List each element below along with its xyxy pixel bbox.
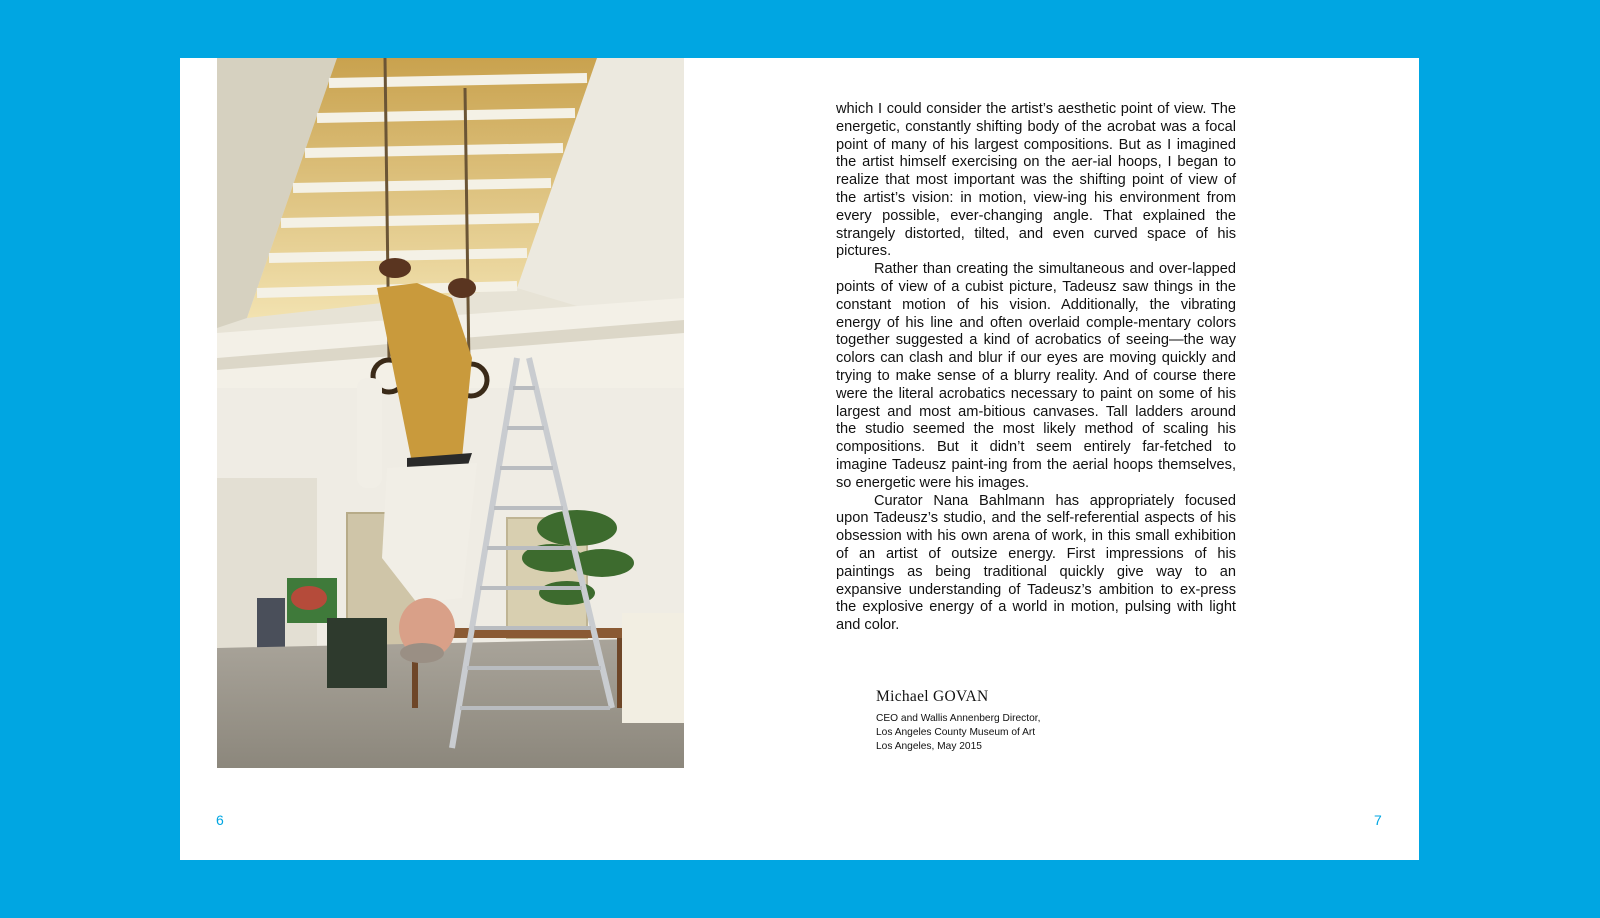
essay-paragraph-3: Curator Nana Bahlmann has appropriately focused upon Tadeusz’s studio, and the self-referential aspects of his obsession with his own arena of work, in this small exhibition of an artist of outsize energy. First impressions of his paintings as being traditional quickly give way to an expansive understanding of Tadeusz’s ambition to ex-press the explosive energy of a world in motion, pulsing with light and color.: [836, 492, 1236, 634]
author-title-2: Los Angeles County Museum of Art: [876, 727, 1036, 738]
page-number-right: 7: [1374, 812, 1382, 828]
essay-paragraph-2: Rather than creating the simultaneous and over-lapped points of view of a cubist picture, Tadeusz saw things in the constant motion of his vision. Additionally, the vibrating energy of his line and often overlaid comple-mentary colors together suggested a kind of acrobatics of seeing—the way colors can clash and blur if our eyes are moving quickly and trying to make sense of a blurry reality. And of course there were the literal acrobatics necessary to paint on some of his largest and most am-bitious canvases. Tall ladders around the studio seemed the most likely method of scaling his compositions. But it didn’t seem entirely far-fetched to imagine Tadeusz paint-ing from the aerial hoops themselves, so energetic were his images.: [836, 261, 1236, 491]
essay-paragraph-1: which I could consider the artist’s aesthetic point of view. The energetic, constantly shifting body of the acrobat was a focal point of many of his largest compositions. But as I imagined the artist himself exercising on the aer-ial hoops, I began to realize that most important was the shifting point of view of the artist’s vision: in motion, view-ing his environment from every possible, ever-changing angle. That explained the strangely distorted, tilted, and even curved space of his pictures.: [836, 101, 1236, 260]
page-number-left: 6: [216, 812, 224, 828]
book-spread: [180, 58, 1419, 860]
essay-text: [836, 101, 1236, 635]
signature-block: [876, 688, 1176, 754]
author-name: Michael GOVAN: [876, 688, 989, 705]
author-title-1: CEO and Wallis Annenberg Director,: [876, 713, 1041, 724]
studio-photo: [217, 58, 684, 768]
place-date: Los Angeles, May 2015: [876, 741, 982, 752]
